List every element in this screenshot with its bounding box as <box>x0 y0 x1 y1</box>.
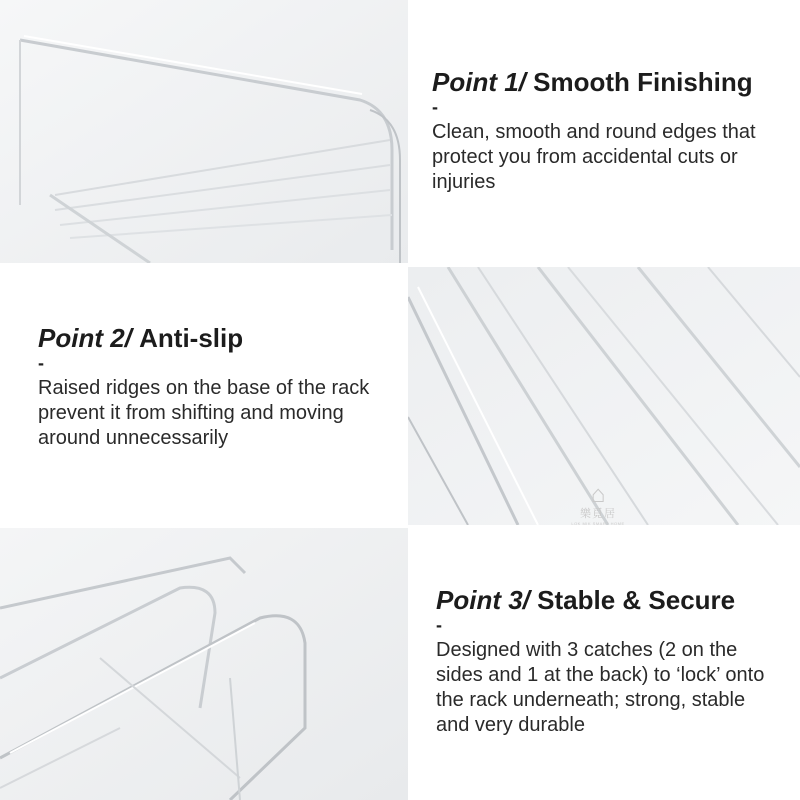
product-photo-smooth-edge <box>0 0 408 263</box>
point-3-title <box>436 584 786 616</box>
point-2-dash: - <box>38 353 44 373</box>
point-2-name: Anti-slip <box>139 323 244 353</box>
point-3-name: Stable & Secure <box>537 585 736 615</box>
point-1-description: Clean, smooth and round edges that protect you from accidental cuts or injuries <box>432 121 756 193</box>
brand-watermark <box>558 482 638 526</box>
house-logo-icon: ⌂ <box>590 481 606 508</box>
point-1-number: Point 1/ <box>432 67 526 97</box>
point-1-dash: - <box>432 97 438 117</box>
point-3-block <box>436 584 786 738</box>
point-3-description: Designed with 3 catches (2 on the sides and 1 at the back) to ‘lock’ onto the rack underneath; strong, stable and very durable <box>436 639 765 736</box>
point-1-title <box>432 66 782 98</box>
point-3-dash: - <box>436 615 442 635</box>
point-1-block <box>432 66 782 195</box>
point-2-description: Raised ridges on the base of the rack prevent it from shifting and moving around unnecessarily <box>38 377 370 449</box>
point-3-number: Point 3/ <box>436 585 530 615</box>
point-2-number: Point 2/ <box>38 323 132 353</box>
point-2-title <box>38 322 378 354</box>
watermark-text: 樂覓居 <box>580 508 616 520</box>
watermark-subtext: LOK MIK SMART HOME <box>571 521 625 526</box>
product-photo-catches <box>0 528 408 800</box>
point-1-name: Smooth Finishing <box>533 67 753 97</box>
point-2-block <box>38 322 378 451</box>
